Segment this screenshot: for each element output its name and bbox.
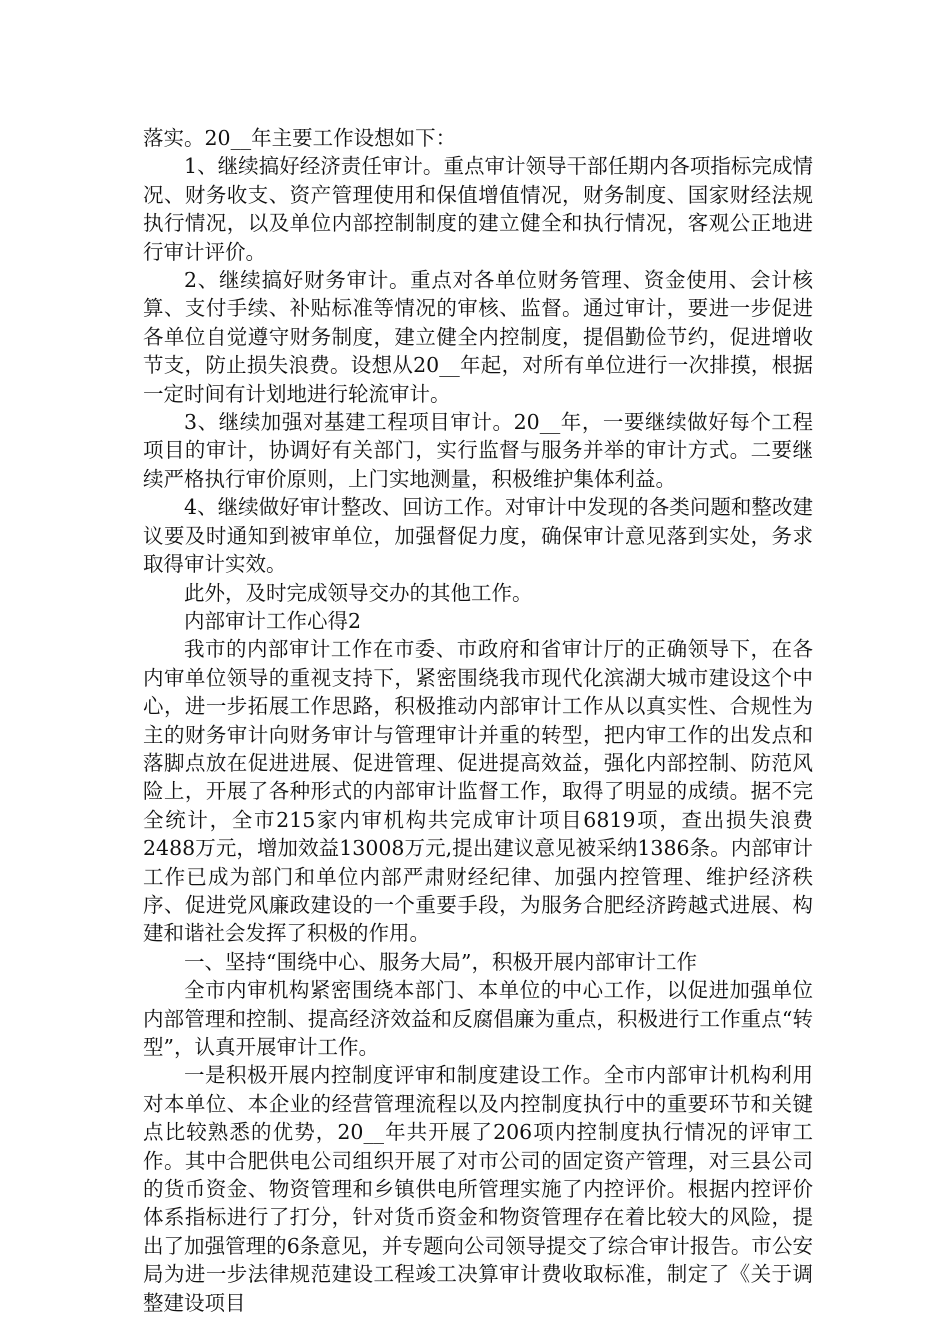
paragraph: 落实。20__年主要工作设想如下： [143, 126, 457, 150]
paragraph: 此外，及时完成领导交办的其他工作。 [184, 580, 533, 605]
paragraph: 3、继续加强对基建工程项目审计。20__年，一要继续做好每个工程项目的审计，协调好有关部门，实行监督与服务并举的审计方式。二要继续严格执行审价原则，上门实地测量，积极维护集体利益。 [143, 410, 813, 491]
section-title: 内部审计工作心得2 [184, 608, 362, 633]
paragraph: 4、继续做好审计整改、回访工作。对审计中发现的各类问题和整改建议要及时通知到被审单位，加强督促力度，确保审计意见落到实处，务求取得审计实效。 [143, 495, 813, 577]
paragraph: 全市内审机构紧密围绕本部门、本单位的中心工作，以促进加强单位内部管理和控制、提高经济效益和反腐倡廉为重点，积极进行工作重点“转型”，认真开展审计工作。 [143, 978, 813, 1059]
paragraph: 一是积极开展内控制度评审和制度建设工作。全市内部审计机构利用对本单位、本企业的经营管理流程以及内控制度执行中的重要环节和关键点比较熟悉的优势，20__年共开展了206项内控制度执行情况的评审工作。其中合肥供电公司组织开展了对市公司的固定资产管理，对三县公司的货币资金、物资管理和乡镇供电所管理实施了内控评价。根据内控评价体系指标进行了打分，针对货币资金和物资管理存在着比较大的风险，提出了加强管理的6条意见，并专题向公司领导提交了综合审计报告。市公安局为进一步法律规范建设工程竣工决算审计费收取标准，制定了《关于调整建设项目 [143, 1063, 813, 1315]
paragraph: 1、继续搞好经济责任审计。重点审计领导干部任期内各项指标完成情况、财务收支、资产管理使用和保值增值情况，财务制度、国家财经法规执行情况，以及单位内部控制制度的建立健全和执行情况，客观公正地进行审计评价。 [143, 154, 813, 264]
paragraph: 我市的内部审计工作在市委、市政府和省审计厅的正确领导下，在各内审单位领导的重视支持下，紧密围绕我市现代化滨湖大城市建设这个中心，进一步拓展工作思路，积极推动内部审计工作从以真实性、合规性为主的财务审计向财务审计与管理审计并重的转型，把内审工作的出发点和落脚点放在促进进展、促进管理、促进提高效益，强化内部控制、防范风险上，开展了各种形式的内部审计监督工作，取得了明显的成绩。据不完全统计，全市215家内审机构共完成审计项目6819项，查出损失浪费2488万元，增加效益13008万元,提出建议意见被采纳1386条。内部审计工作已成为部门和单位内部严肃财经纪律、加强内控管理、维护经济秩序、促进党风廉政建设的一个重要手段，为服务合肥经济跨越式进展、构建和谐社会发挥了积极的作用。 [143, 637, 813, 946]
paragraph: 2、继续搞好财务审计。重点对各单位财务管理、资金使用、会计核算、支付手续、补贴标准等情况的审核、监督。通过审计，要进一步促进各单位自觉遵守财务制度，建立健全内控制度，提倡勤俭节约，促进增收节支，防止损失浪费。设想从20__年起，对所有单位进行一次排摸，根据一定时间有计划地进行轮流审计。 [143, 268, 813, 406]
section-heading: 一、坚持“围绕中心、服务大局”，积极开展内部审计工作 [184, 949, 697, 974]
document-body [143, 124, 813, 1317]
